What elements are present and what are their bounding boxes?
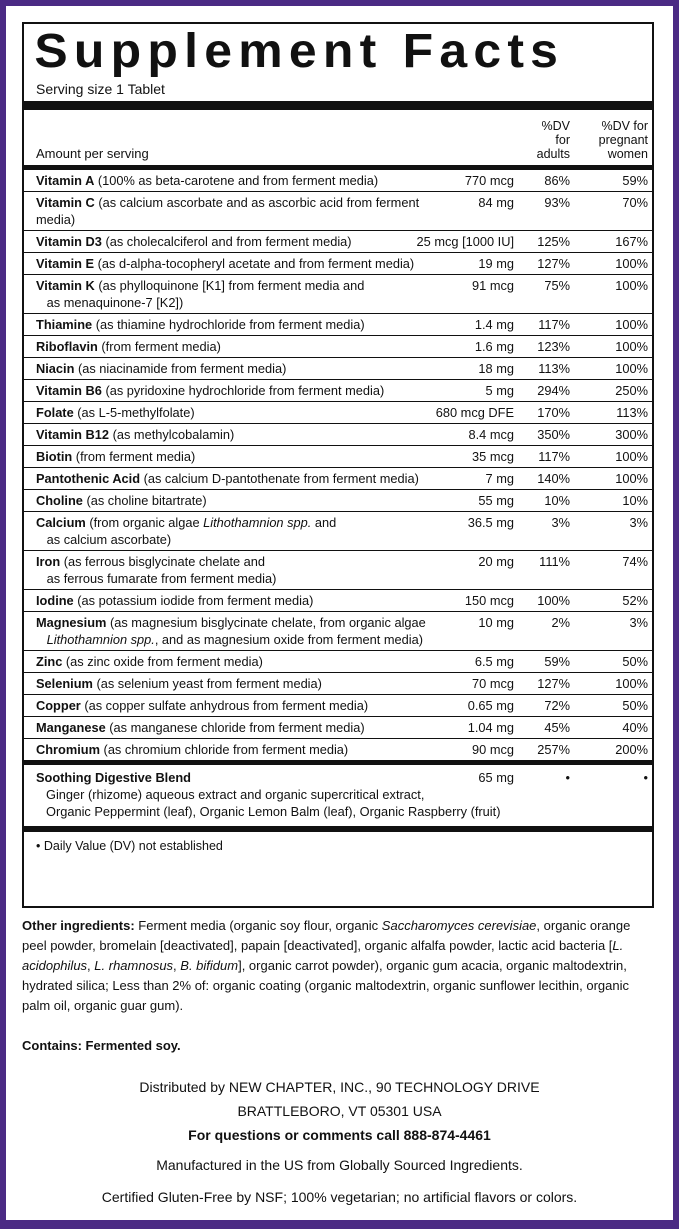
nutrient-description	[24, 739, 448, 760]
nutrient-source: (as cholecalciferol and from ferment media)	[101, 234, 352, 249]
nutrient-source: (from organic algae Lithothamnion spp. and as calcium ascorbate)	[36, 515, 337, 547]
nutrient-source: (100% as beta-carotene and from ferment media)	[94, 173, 379, 188]
dv-adults-header-line: for	[555, 133, 570, 147]
nutrient-amount: 770 mcg	[464, 173, 514, 188]
nutrient-dv-pregnant: 50%	[622, 654, 648, 669]
nutrient-name: Chromium	[36, 742, 100, 757]
nutrient-dv-pregnant: 200%	[615, 742, 648, 757]
nutrient-row	[24, 379, 652, 401]
nutrient-row	[24, 716, 652, 738]
certification-statement: Certified Gluten-Free by NSF; 100% vegetarian; no artificial flavors or colors.	[101, 1189, 578, 1205]
nutrient-dv-adults: 127%	[537, 256, 570, 271]
nutrient-description	[24, 717, 448, 738]
nutrient-dv-adults: 350%	[537, 427, 570, 442]
nutrient-row	[24, 357, 652, 379]
other-ingredients	[22, 916, 654, 1016]
nutrient-amount: 680 mcg DFE	[435, 405, 514, 420]
nutrient-source: (as methylcobalamin)	[109, 427, 235, 442]
nutrient-row	[24, 611, 652, 650]
amount-per-serving-label: Amount per serving	[36, 146, 149, 161]
nutrient-amount: 35 mcg	[472, 449, 514, 464]
nutrient-dv-adults: 117%	[538, 449, 570, 464]
nutrient-name: Manganese	[36, 720, 106, 735]
nutrient-name: Pantothenic Acid	[36, 471, 141, 486]
nutrient-amount: 55 mg	[478, 493, 514, 508]
nutrient-row	[24, 423, 652, 445]
nutrient-description	[24, 424, 448, 445]
nutrient-amount: 90 mcg	[472, 742, 514, 757]
nutrient-description	[24, 402, 448, 423]
nutrient-dv-pregnant: 74%	[622, 554, 648, 569]
nutrient-amount: 1.04 mg	[467, 720, 514, 735]
nutrient-description	[24, 512, 448, 550]
nutrient-dv-pregnant: 100%	[615, 278, 648, 293]
serving-size: Serving size 1 Tablet	[36, 81, 165, 97]
dv-adults-header-line: %DV	[541, 119, 570, 133]
nutrient-source: (as zinc oxide from ferment media)	[62, 654, 263, 669]
nutrient-amount: 25 mcg [1000 IU]	[416, 234, 514, 249]
nutrient-name: Vitamin E	[36, 256, 95, 271]
other-ingredients-text: Ferment media (organic soy flour, organic Saccharomyces cerevisiae, organic orange peel powder, bromelain [deactivated], papain [deactivated], organic alfalfa powder, lactic acid bacteria [L. acidophilus, L. rhamnosus, B. bifidum], organic carrot powder), organic gum acacia, organic maltodextrin, hydrated silica; Less than 2% of: organic coating (organic maltodextrin, organic sunflower lecithin, organic palm oil, organic guar gum).	[22, 918, 631, 1013]
nutrient-row	[24, 589, 652, 611]
nutrient-dv-adults: 111%	[539, 554, 570, 569]
nutrient-dv-pregnant: 3%	[629, 515, 648, 530]
nutrient-dv-adults: 125%	[537, 234, 570, 249]
nutrient-dv-adults: 93%	[544, 195, 570, 210]
nutrient-row	[24, 252, 652, 274]
nutrient-dv-pregnant: 50%	[622, 698, 648, 713]
nutrient-amount: 0.65 mg	[467, 698, 514, 713]
nutrient-source: (as choline bitartrate)	[82, 493, 207, 508]
nutrient-dv-pregnant: 300%	[615, 427, 648, 442]
nutrient-source: (as thiamine hydrochloride from ferment media)	[92, 317, 365, 332]
nutrient-source: (as magnesium bisglycinate chelate, from organic algae Lithothamnion spp., and as magnesium oxide from ferment media)	[46, 615, 426, 647]
nutrient-description	[24, 590, 448, 611]
nutrient-dv-pregnant: 167%	[615, 234, 648, 249]
nutrient-amount: 150 mcg	[464, 593, 514, 608]
table-header	[24, 110, 652, 165]
nutrient-source: (from ferment media)	[72, 449, 196, 464]
nutrient-description	[24, 490, 448, 511]
nutrient-row	[24, 672, 652, 694]
nutrient-dv-adults: 3%	[551, 515, 570, 530]
nutrient-description	[24, 253, 448, 274]
dv-pregnant-header	[584, 119, 648, 161]
dv-footnote: • Daily Value (DV) not established	[24, 831, 652, 854]
nutrient-source: (as d-alpha-tocopheryl acetate and from ferment media)	[94, 256, 415, 271]
nutrient-dv-pregnant: 40%	[622, 720, 648, 735]
blend-row	[24, 765, 652, 826]
nutrient-row	[24, 274, 652, 313]
nutrient-source: (as niacinamide from ferment media)	[74, 361, 287, 376]
nutrient-name: Copper	[36, 698, 81, 713]
nutrient-amount: 84 mg	[478, 195, 514, 210]
nutrient-row	[24, 401, 652, 423]
nutrient-amount: 91 mcg	[472, 278, 514, 293]
nutrient-name: Iron	[36, 554, 61, 569]
nutrient-name: Biotin	[36, 449, 73, 464]
nutrient-description	[24, 231, 448, 252]
nutrient-amount: 70 mcg	[472, 676, 514, 691]
nutrient-name: Niacin	[36, 361, 75, 376]
distributor-address: BRATTLEBORO, VT 05301 USA	[237, 1103, 442, 1119]
nutrient-dv-adults: 113%	[538, 361, 570, 376]
nutrient-amount: 8.4 mcg	[468, 427, 514, 442]
nutrient-list	[24, 170, 652, 760]
blend-ingredients-line: Ginger (rhizome) aqueous extract and organic supercritical extract,	[46, 787, 425, 802]
nutrient-description	[24, 275, 448, 313]
nutrient-dv-pregnant: 100%	[615, 361, 648, 376]
blend-dv-pregnant: •	[643, 770, 648, 785]
nutrient-dv-adults: 140%	[537, 471, 570, 486]
nutrient-name: Vitamin B12	[36, 427, 110, 442]
nutrient-row	[24, 694, 652, 716]
questions-contact: For questions or comments call 888-874-4461	[188, 1127, 491, 1143]
nutrient-description	[24, 673, 448, 694]
supplement-facts-box	[22, 22, 654, 908]
nutrient-source: (as manganese chloride from ferment media)	[105, 720, 365, 735]
nutrient-source: (as copper sulfate anhydrous from ferment media)	[80, 698, 369, 713]
nutrient-source: (as calcium D-pantothenate from ferment media)	[140, 471, 419, 486]
nutrient-source: (as ferrous bisglycinate chelate and as ferrous fumarate from ferment media)	[36, 554, 277, 586]
nutrient-dv-pregnant: 100%	[615, 449, 648, 464]
nutrient-name: Iodine	[36, 593, 74, 608]
nutrient-row	[24, 230, 652, 252]
nutrient-name: Thiamine	[36, 317, 93, 332]
nutrient-dv-pregnant: 10%	[622, 493, 648, 508]
nutrient-row	[24, 170, 652, 191]
nutrient-description	[24, 446, 448, 467]
nutrient-name: Zinc	[36, 654, 63, 669]
nutrient-name: Riboflavin	[36, 339, 98, 354]
nutrient-dv-pregnant: 113%	[616, 405, 648, 420]
nutrient-description	[24, 551, 448, 589]
nutrient-dv-pregnant: 100%	[615, 256, 648, 271]
distributor-line: Distributed by NEW CHAPTER, INC., 90 TECHNOLOGY DRIVE	[139, 1079, 540, 1095]
nutrient-name: Selenium	[36, 676, 93, 691]
nutrient-row	[24, 738, 652, 760]
nutrient-name: Vitamin B6	[36, 383, 102, 398]
nutrient-dv-adults: 72%	[544, 698, 570, 713]
nutrient-dv-adults: 59%	[544, 654, 570, 669]
nutrient-dv-pregnant: 100%	[615, 317, 648, 332]
nutrient-dv-adults: 75%	[544, 278, 570, 293]
nutrient-row	[24, 467, 652, 489]
nutrient-source: (as phylloquinone [K1] from ferment media and as menaquinone-7 [K2])	[36, 278, 365, 310]
nutrient-amount: 7 mg	[485, 471, 514, 486]
nutrient-dv-pregnant: 100%	[615, 471, 648, 486]
nutrient-dv-adults: 257%	[537, 742, 570, 757]
nutrient-name: Vitamin K	[36, 278, 95, 293]
dv-pregnant-header-line: %DV for	[601, 119, 648, 133]
nutrient-dv-adults: 10%	[544, 493, 570, 508]
nutrient-dv-adults: 170%	[537, 405, 570, 420]
nutrient-dv-pregnant: 59%	[622, 173, 648, 188]
nutrient-row	[24, 550, 652, 589]
nutrient-source: (as L-5-methylfolate)	[73, 405, 195, 420]
nutrient-dv-pregnant: 250%	[615, 383, 648, 398]
nutrient-amount: 6.5 mg	[474, 654, 514, 669]
nutrient-dv-adults: 294%	[537, 383, 570, 398]
nutrient-description	[24, 314, 448, 335]
nutrient-description	[24, 612, 448, 650]
nutrient-amount: 1.6 mg	[474, 339, 514, 354]
nutrient-description	[24, 695, 448, 716]
nutrient-description	[24, 358, 448, 379]
nutrient-description	[24, 336, 448, 357]
nutrient-description	[24, 192, 448, 230]
nutrient-name: Folate	[36, 405, 74, 420]
thick-divider	[24, 101, 652, 110]
nutrient-row	[24, 313, 652, 335]
blend-dv-adults: •	[565, 770, 570, 785]
nutrient-row	[24, 191, 652, 230]
nutrient-description	[24, 468, 448, 489]
nutrient-description	[24, 380, 448, 401]
nutrient-description	[24, 170, 448, 191]
nutrient-amount: 18 mg	[478, 361, 514, 376]
dv-adults-header	[520, 119, 570, 161]
nutrient-amount: 20 mg	[478, 554, 514, 569]
nutrient-name: Magnesium	[36, 615, 107, 630]
dv-pregnant-header-line: pregnant	[598, 133, 648, 147]
blend-amount: 65 mg	[478, 770, 514, 785]
nutrient-dv-pregnant: 52%	[622, 593, 648, 608]
nutrient-row	[24, 445, 652, 467]
nutrient-name: Choline	[36, 493, 83, 508]
nutrient-name: Calcium	[36, 515, 86, 530]
nutrient-row	[24, 511, 652, 550]
nutrient-row	[24, 335, 652, 357]
facts-title: Supplement Facts	[34, 25, 565, 78]
nutrient-amount: 10 mg	[478, 615, 514, 630]
blend-name: Soothing Digestive Blend	[36, 770, 191, 785]
nutrient-row	[24, 650, 652, 672]
nutrient-dv-adults: 45%	[544, 720, 570, 735]
blend-ingredients-line: Organic Peppermint (leaf), Organic Lemon Balm (leaf), Organic Raspberry (fruit)	[46, 804, 501, 819]
nutrient-dv-pregnant: 3%	[629, 615, 648, 630]
label-panel	[6, 6, 673, 1220]
nutrient-name: Vitamin D3	[36, 234, 102, 249]
allergen-statement: Contains: Fermented soy.	[22, 1038, 181, 1053]
nutrient-source: (from ferment media)	[97, 339, 221, 354]
nutrient-dv-adults: 2%	[551, 615, 570, 630]
nutrient-dv-adults: 86%	[544, 173, 570, 188]
nutrient-source: (as pyridoxine hydrochloride from ferment media)	[101, 383, 385, 398]
nutrient-description	[24, 651, 448, 672]
other-ingredients-label: Other ingredients:	[22, 918, 135, 933]
nutrient-amount: 36.5 mg	[467, 515, 514, 530]
nutrient-dv-adults: 123%	[537, 339, 570, 354]
nutrient-name: Vitamin A	[36, 173, 95, 188]
dv-pregnant-header-line: women	[607, 147, 648, 161]
nutrient-dv-adults: 100%	[537, 593, 570, 608]
manufactured-statement: Manufactured in the US from Globally Sourced Ingredients.	[156, 1157, 523, 1173]
nutrient-amount: 5 mg	[485, 383, 514, 398]
nutrient-amount: 19 mg	[478, 256, 514, 271]
nutrient-name: Vitamin C	[36, 195, 95, 210]
nutrient-source: (as selenium yeast from ferment media)	[92, 676, 322, 691]
nutrient-amount: 1.4 mg	[474, 317, 514, 332]
nutrient-source: (as calcium ascorbate and as ascorbic acid from ferment media)	[36, 195, 420, 227]
nutrient-dv-pregnant: 100%	[615, 676, 648, 691]
nutrient-row	[24, 489, 652, 511]
nutrient-dv-pregnant: 70%	[622, 195, 648, 210]
nutrient-dv-pregnant: 100%	[615, 339, 648, 354]
dv-adults-header-line: adults	[536, 147, 570, 161]
nutrient-source: (as chromium chloride from ferment media)	[100, 742, 349, 757]
nutrient-dv-adults: 127%	[537, 676, 570, 691]
nutrient-dv-adults: 117%	[538, 317, 570, 332]
nutrient-source: (as potassium iodide from ferment media)	[73, 593, 314, 608]
